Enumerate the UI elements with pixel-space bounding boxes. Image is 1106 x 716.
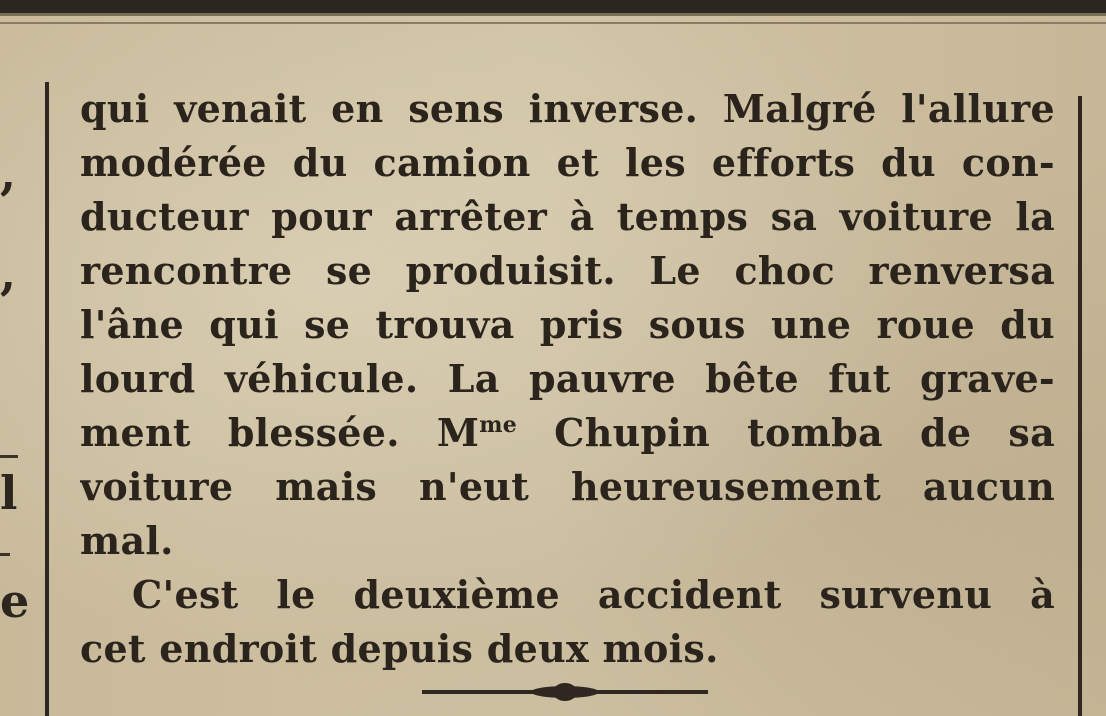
- article-line-7-rest: Chupin tomba de sa: [517, 410, 1055, 455]
- article-line-6: lourd véhicule. La pauvre bête fut grave-: [80, 356, 1055, 401]
- article-line-1: qui venait en sens inverse. Malgré l'allure: [80, 86, 1055, 131]
- honorific-superscript: me: [479, 412, 518, 438]
- article-line-10: C'est le deuxième accident survenu à: [132, 572, 1055, 617]
- fragment-letter-e: e: [0, 574, 30, 628]
- article-line-5: l'âne qui se trouva pris sous une roue du: [80, 302, 1055, 347]
- fragment-rule-2: [0, 553, 10, 556]
- adjacent-column-fragment: [0, 0, 40, 716]
- article-line-7-start: ment blessée.: [80, 410, 400, 455]
- column-rule-left: [45, 82, 49, 716]
- article-line-9: mal.: [80, 518, 174, 563]
- article-line-8: voiture mais n'eut heureusement aucun: [80, 464, 1055, 509]
- article-body: [80, 82, 1055, 676]
- top-border-rule: [0, 0, 1106, 16]
- fragment-rule-1: [0, 455, 18, 458]
- article-line-4: rencontre se produisit. Le choc renversa: [80, 248, 1055, 293]
- top-thin-rule: [0, 22, 1106, 24]
- article-line-2: modérée du camion et les efforts du con-: [80, 140, 1055, 185]
- honorific-title: M: [436, 410, 480, 455]
- fragment-comma-2: ,: [0, 246, 17, 300]
- article-line-7: [80, 406, 1055, 460]
- fragment-letter-l: l: [0, 466, 18, 520]
- ornamental-divider: [422, 682, 708, 702]
- article-line-11: cet endroit depuis deux mois.: [80, 626, 719, 671]
- column-rule-right: [1078, 96, 1082, 716]
- fragment-comma-1: ,: [0, 146, 17, 200]
- article-line-3: ducteur pour arrêter à temps sa voiture la: [80, 194, 1055, 239]
